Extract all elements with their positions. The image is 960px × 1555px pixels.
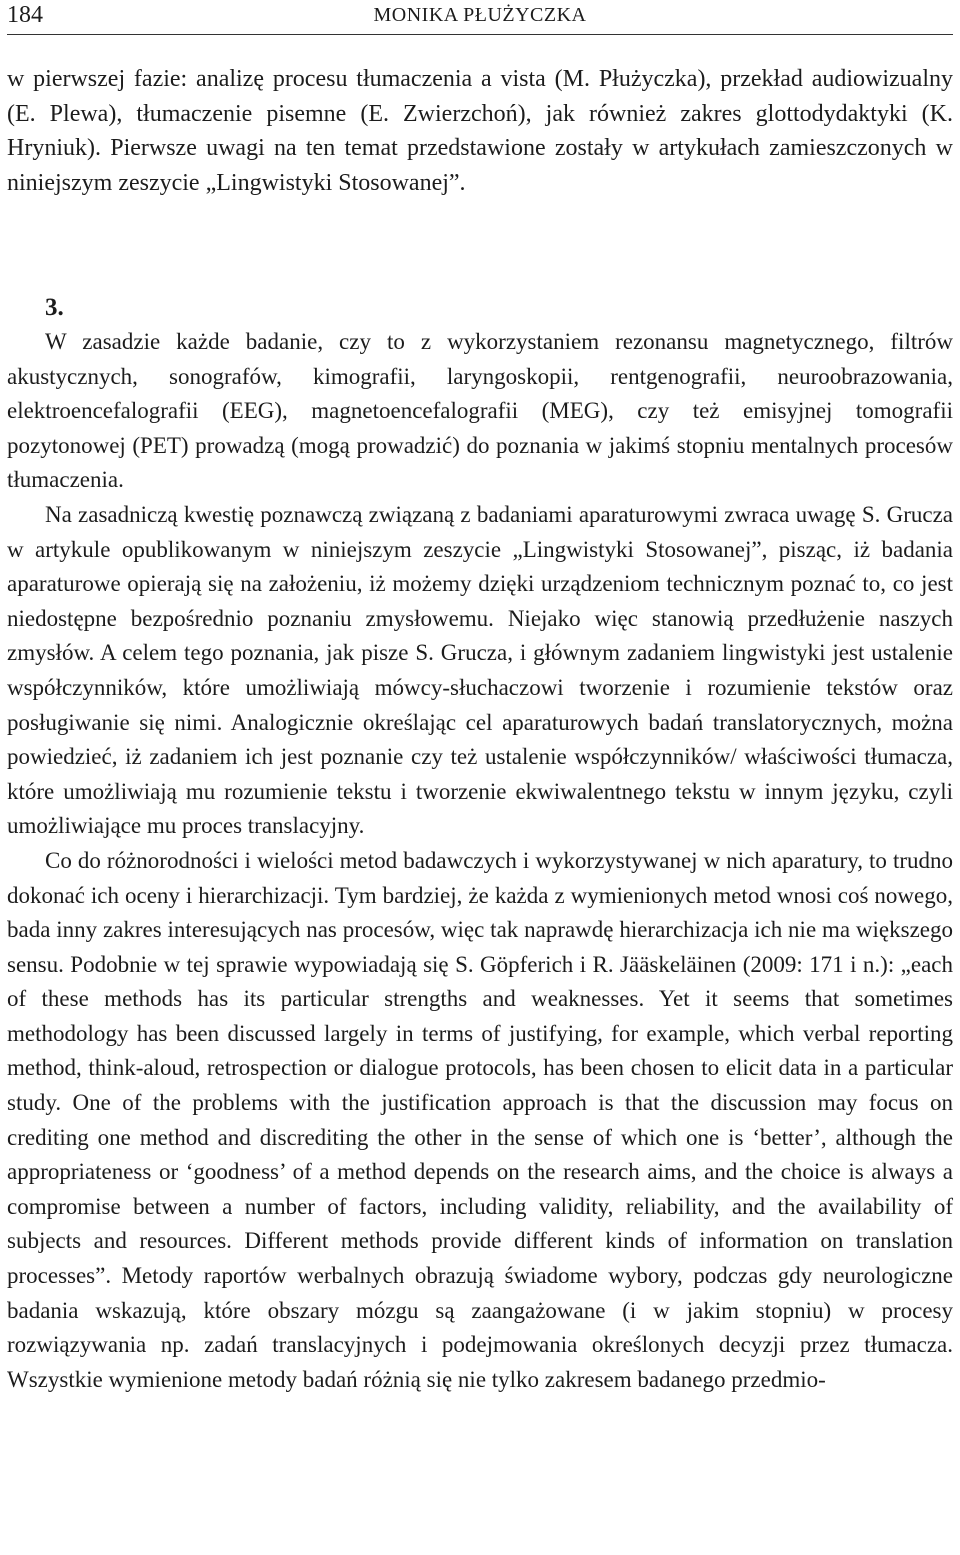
body-paragraph: Na zasadniczą kwestię poznawczą związaną z badaniami aparaturowymi zwraca uwagę S. Grucza w artykule opublikowanym w niniejszym zeszycie „Lingwistyki Stosowanej”, pisząc, iż badania aparaturowe opierają się na założeniu, iż możemy dzięki urządzeniom technicznym poznać to, co jest niedostępne bezpośrednio poznaniu zmysłowemu. Niejako więc stanowią przedłużenie naszych zmysłów. A celem tego poznania, jak pisze S. Grucza, i głównym zadaniem lingwistyki jest ustalenie współczynników, które umożliwiają mówcy-słuchaczowi tworzenie i rozumienie tekstów oraz posługiwanie się nimi. Analogicznie określając cel aparaturowych badań translatorycznych, można powiedzieć, iż zadaniem ich jest poznanie czy też ustalenie współczynników/ właściwości tłumacza, które umożliwiają mu rozumienie tekstu i tworzenie ekwiwalentnego tekstu w innym języku, czyli umożliwiające mu proces translacyjny. (7, 501, 953, 839)
running-head: MONIKA PŁUŻYCZKA (373, 4, 587, 26)
body-paragraph: W zasadzie każde badanie, czy to z wykorzystaniem rezonansu magnetycznego, filtrów akustycznych, sonografów, kimografii, laryngoskopii, rentgenografii, neuroobrazowania, elektroencefalografii (EEG), magnetoencefalografii (MEG), czy też emisyjnej tomografii pozytonowej (PET) prowadzą (mogą prowadzić) do poznania w jakimś stopniu mentalnych procesów tłumaczenia. (7, 329, 953, 493)
page-header (7, 0, 953, 35)
section-body (7, 325, 953, 1397)
section-number: 3. (45, 294, 64, 321)
intro-paragraph: w pierwszej fazie: analizę procesu tłumaczenia a vista (M. Płużyczka), przekład audiowizualny (E. Plewa), tłumaczenie pisemne (E. Zwierzchoń), jak również zakres glottodydaktyki (K. Hryniuk). Pierwsze uwagi na ten temat przedstawione zostały w artykułach zamieszczonych w niniejszym zeszycie „Lingwistyki Stosowanej”. (7, 66, 953, 196)
body-paragraph: Co do różnorodności i wielości metod badawczych i wykorzystywanej w nich aparatury, to trudno dokonać ich oceny i hierarchizacji. Tym bardziej, że każda z wymienionych metod wnosi coś nowego, bada inny zakres interesujących nas procesów, więc tak naprawdę hierarchizacja ich nie ma większego sensu. Podobnie w tej sprawie wypowiadają się S. Göpferich i R. Jääskeläinen (2009: 171 i n.): „each of these methods has its particular strengths and weaknesses. Yet it seems that sometimes methodology has been discussed largely in terms of justifying, for example, which verbal reporting method, think-aloud, retrospection or dialogue protocols, has been chosen to elicit data in a particular study. One of the problems with the justification approach is that the discussion may focus on crediting one method and discrediting the other in the sense of which one is ‘better’, although the appropriateness or ‘goodness’ of a method depends on the research aims, and the choice is always a compromise between a number of factors, including validity, reliability, and the availability of subjects and resources. Different methods provide different kinds of information on translation processes”. Metody raportów werbalnych obrazują świadome wybory, podczas gdy neurologiczne badania wskazują, które obszary mózgu są zaangażowane (i w jakim stopniu) w procesy rozwiązywania np. zadań translacyjnych i podejmowania określonych decyzji przez tłumacza. Wszystkie wymienione metody badań różnią się nie tylko zakresem badanego przedmio- (7, 847, 953, 1392)
page-number: 184 (7, 2, 43, 28)
